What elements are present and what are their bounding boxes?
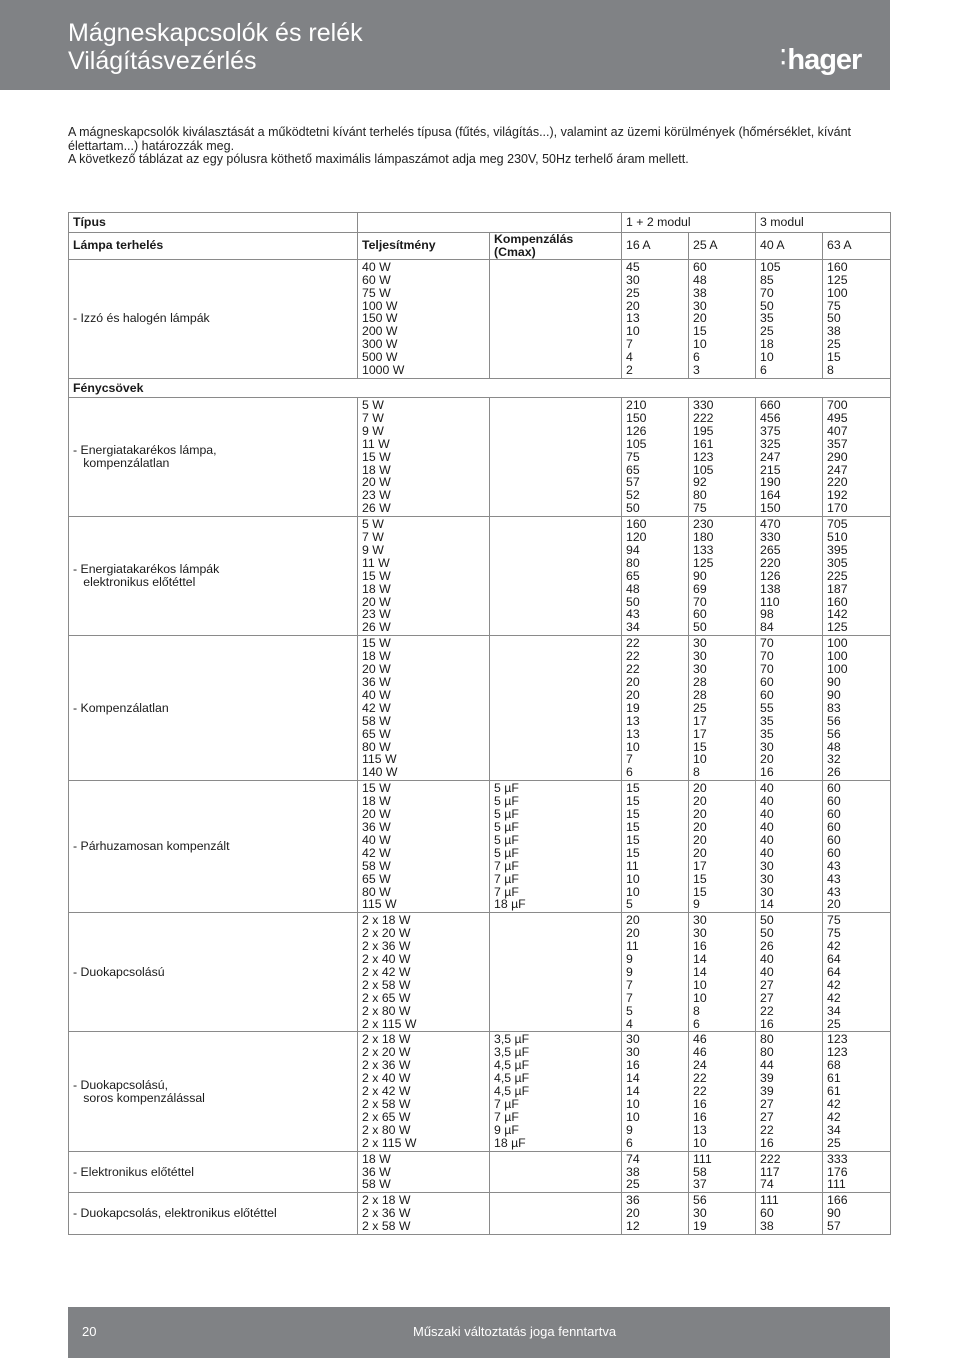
compensation-values [490, 397, 622, 516]
values-40a: 111 60 38 [756, 1193, 823, 1235]
values-40a: 70 70 70 60 60 55 35 35 30 20 16 [756, 636, 823, 781]
table-row [69, 1151, 891, 1193]
row-label: - Elektronikus előtéttel [69, 1151, 358, 1193]
values-25a: 30 30 30 28 28 25 17 17 15 10 8 [689, 636, 756, 781]
header-modul-3: 3 modul [756, 213, 891, 233]
values-40a: 80 80 44 39 39 27 27 22 16 [756, 1032, 823, 1151]
values-16a: 74 38 25 [622, 1151, 689, 1193]
compensation-values [490, 1193, 622, 1235]
compensation-values [490, 517, 622, 636]
values-25a: 56 30 19 [689, 1193, 756, 1235]
values-25a: 230 180 133 125 90 69 70 60 50 [689, 517, 756, 636]
page-header [0, 0, 890, 90]
power-values: 2 x 18 W 2 x 36 W 2 x 58 W [358, 1193, 490, 1235]
row-label: - Kompenzálatlan [69, 636, 358, 781]
row-label: - Duokapcsolás, elektronikus előtéttel [69, 1193, 358, 1235]
compensation-values [490, 1151, 622, 1193]
values-25a: 30 30 16 14 14 10 10 8 6 [689, 913, 756, 1032]
values-63a: 700 495 407 357 290 247 220 192 170 [823, 397, 891, 516]
values-25a: 46 46 24 22 22 16 16 13 10 [689, 1032, 756, 1151]
hager-logo: ⁚hager [780, 44, 862, 76]
values-25a: 111 58 37 [689, 1151, 756, 1193]
page-number: 20 [82, 1324, 97, 1339]
compensation-values [490, 636, 622, 781]
values-16a: 45 30 25 20 13 10 7 4 2 [622, 259, 689, 378]
values-63a: 60 60 60 60 60 60 43 43 43 20 [823, 781, 891, 913]
power-values: 5 W 7 W 9 W 11 W 15 W 18 W 20 W 23 W 26 W [358, 397, 490, 516]
section-fenycsovek: Fénycsövek [69, 378, 891, 397]
compensation-values [490, 913, 622, 1032]
row-label: - Energiatakarékos lámpa, kompenzálatlan [69, 397, 358, 516]
values-16a: 30 30 16 14 14 10 10 9 6 [622, 1032, 689, 1151]
values-63a: 333 176 111 [823, 1151, 891, 1193]
table-row [69, 517, 891, 636]
header-tipus: Típus [69, 213, 358, 233]
compensation-values: 3,5 µF 3,5 µF 4,5 µF 4,5 µF 4,5 µF 7 µF 7 µF 9 µF 18 µF [490, 1032, 622, 1151]
values-63a: 123 123 68 61 61 42 42 34 25 [823, 1032, 891, 1151]
header-title: Mágneskapcsolók és relék [68, 19, 363, 47]
intro-text [68, 126, 890, 167]
compensation-values: 5 µF 5 µF 5 µF 5 µF 5 µF 5 µF 7 µF 7 µF 7 µF 18 µF [490, 781, 622, 913]
values-63a: 100 100 100 90 90 83 56 56 48 32 26 [823, 636, 891, 781]
power-values: 15 W 18 W 20 W 36 W 40 W 42 W 58 W 65 W 80 W 115 W 140 W [358, 636, 490, 781]
header-modul-12: 1 + 2 modul [622, 213, 756, 233]
page-footer [68, 1307, 890, 1358]
compensation-values [490, 259, 622, 378]
header-subtitle: Világításvezérlés [68, 47, 257, 75]
table-row [69, 913, 891, 1032]
header-kompenzalas: Kompenzálás (Cmax) [490, 233, 622, 260]
header-teljesitmeny: Teljesítmény [358, 233, 490, 260]
lamp-count-table [68, 212, 891, 1235]
table-row [69, 259, 891, 378]
intro-line-3: A következő táblázat az egy pólusra köthető maximális lámpaszámot adja meg 230V, 50Hz terhelő áram mellett. [68, 152, 689, 166]
values-63a: 166 90 57 [823, 1193, 891, 1235]
header-40a: 40 A [756, 233, 823, 260]
values-40a: 222 117 74 [756, 1151, 823, 1193]
table-header-row-1 [69, 213, 891, 233]
footer-note: Műszaki változtatás joga fenntartva [413, 1324, 617, 1339]
values-25a: 20 20 20 20 20 20 17 15 15 9 [689, 781, 756, 913]
power-values: 40 W 60 W 75 W 100 W 150 W 200 W 300 W 500 W 1000 W [358, 259, 490, 378]
values-40a: 660 456 375 325 247 215 190 164 150 [756, 397, 823, 516]
table-row [69, 1193, 891, 1235]
values-16a: 20 20 11 9 9 7 7 5 4 [622, 913, 689, 1032]
values-16a: 210 150 126 105 75 65 57 52 50 [622, 397, 689, 516]
values-63a: 160 125 100 75 50 38 25 15 8 [823, 259, 891, 378]
row-label: - Duokapcsolású [69, 913, 358, 1032]
table-row [69, 397, 891, 516]
values-63a: 75 75 42 64 64 42 42 34 25 [823, 913, 891, 1032]
intro-line-2: élettartam...) határozzák meg. [68, 138, 235, 153]
header-lampa-terheles: Lámpa terhelés [69, 233, 358, 260]
values-40a: 105 85 70 50 35 25 18 10 6 [756, 259, 823, 378]
row-label: - Párhuzamosan kompenzált [69, 781, 358, 913]
row-label: - Izzó és halogén lámpák [69, 259, 358, 378]
power-values: 2 x 18 W 2 x 20 W 2 x 36 W 2 x 40 W 2 x 42 W 2 x 58 W 2 x 65 W 2 x 80 W 2 x 115 W [358, 913, 490, 1032]
header-63a: 63 A [823, 233, 891, 260]
values-63a: 705 510 395 305 225 187 160 142 125 [823, 517, 891, 636]
section-row-fenycsovek [69, 378, 891, 397]
power-values: 2 x 18 W 2 x 20 W 2 x 36 W 2 x 40 W 2 x 42 W 2 x 58 W 2 x 65 W 2 x 80 W 2 x 115 W [358, 1032, 490, 1151]
power-values: 5 W 7 W 9 W 11 W 15 W 18 W 20 W 23 W 26 W [358, 517, 490, 636]
header-empty [358, 213, 622, 233]
values-40a: 470 330 265 220 126 138 110 98 84 [756, 517, 823, 636]
values-40a: 50 50 26 40 40 27 27 22 16 [756, 913, 823, 1032]
values-16a: 22 22 22 20 20 19 13 13 10 7 6 [622, 636, 689, 781]
intro-line-1: A mágneskapcsolók kiválasztását a működtetni kívánt terhelés típusa (fűtés, világítás...), valamint az üzemi körülmények (hőmérséklet, kívánt [68, 125, 851, 139]
values-16a: 36 20 12 [622, 1193, 689, 1235]
values-40a: 40 40 40 40 40 40 30 30 30 14 [756, 781, 823, 913]
table-row [69, 1032, 891, 1151]
table-row [69, 781, 891, 913]
values-25a: 330 222 195 161 123 105 92 80 75 [689, 397, 756, 516]
values-16a: 15 15 15 15 15 15 11 10 10 5 [622, 781, 689, 913]
row-label: - Duokapcsolású, soros kompenzálással [69, 1032, 358, 1151]
table-row [69, 636, 891, 781]
power-values: 15 W 18 W 20 W 36 W 40 W 42 W 58 W 65 W 80 W 115 W [358, 781, 490, 913]
header-25a: 25 A [689, 233, 756, 260]
header-16a: 16 A [622, 233, 689, 260]
table-header-row-2 [69, 233, 891, 260]
row-label: - Energiatakarékos lámpák elektronikus előtéttel [69, 517, 358, 636]
values-16a: 160 120 94 80 65 48 50 43 34 [622, 517, 689, 636]
power-values: 18 W 36 W 58 W [358, 1151, 490, 1193]
values-25a: 60 48 38 30 20 15 10 6 3 [689, 259, 756, 378]
